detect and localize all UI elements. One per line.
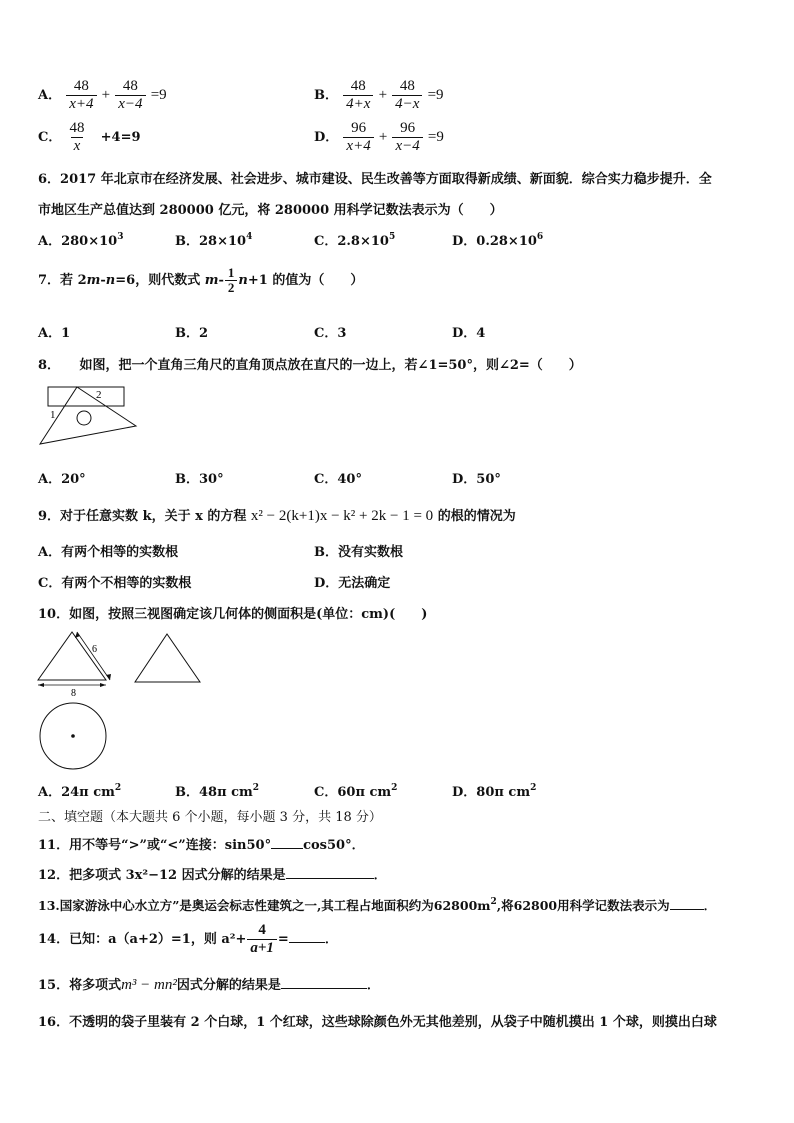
section-heading: 二、填空题（本大题共 6 个小题，每小题 3 分，共 18 分） [38,810,382,825]
fraction: $\frac{48}{4-x}$ [392,78,422,113]
option-label: B． [314,88,338,103]
q5-option-d: D． $\frac{96}{x+4}$ + $\frac{96}{x-4}$ =9 [314,120,444,154]
answer-blank[interactable] [670,897,704,910]
q8-option-b: B．30° [175,472,224,487]
answer-blank[interactable] [289,930,325,943]
q9-option-c: C．有两个不相等的实数根 [38,576,192,591]
fraction: $\frac{48}{x-4}$ [115,78,145,113]
q6-option-a: A．$280\times 10^3$ [38,232,124,249]
fraction: $\frac{48}{4+x}$ [343,78,373,113]
q5-option-c: C． $\frac{48}{x}$ +4=9 [38,120,141,154]
q5-option-a: A． $\frac{48}{x+4}$ + $\frac{48}{x-4}$ =9 [38,78,167,112]
quadratic-equation: x² − 2(k+1)x − k² + 2k − 1 = 0 [250,508,434,524]
side-length-label: 6 [92,644,97,655]
base-length-label: 8 [71,688,76,699]
q16: 16．不透明的袋子里装有 2 个白球，1 个红球，这些球除颜色外无其他差别，从袋子中随机摸出 1 个球，则摸出白球 [38,1015,717,1030]
angle-1-label: 1 [50,409,56,421]
ruler-shape [48,387,124,406]
q8-option-c: C．40° [314,472,362,487]
q10-option-b: B．48π $cm^2$ [175,783,260,800]
side-view-triangle [132,632,204,686]
q6-stem-line2: 市地区生产总值达到 280000 亿元，将 280000 用科学记数法表示为（ ） [38,203,503,218]
top-view-circle [36,700,110,774]
q11: 11．用不等号“>”或“<”连接：sin50° cos50°． [38,838,365,853]
option-label: D． [314,130,339,145]
q7-stem: 7．若 2m-n=6，则代数式 m- $\frac{1}{2}$ n+1 的值为（ ） [38,265,364,295]
q5-option-b: B． $\frac{48}{4+x}$ + $\frac{48}{4-x}$ =9 [314,78,444,112]
q10-option-d: D．80π $cm^2$ [452,783,537,800]
fraction: $\frac{48}{x}$ [69,120,85,154]
q8-option-d: D．50° [452,472,501,487]
q6-option-b: B．$28\times 10^4$ [175,232,253,249]
q8-stem: 8． 如图，把一个直角三角尺的直角顶点放在直尺的一边上，若∠1=50°，则∠2=（ ） [38,358,582,373]
q9-stem: 9．对于任意实数 k，关于 x 的方程 x² − 2(k+1)x − k² + 2k − 1 = 0 的根的情况为 [38,508,516,524]
q6-option-d: D．$0.28\times 10^6$ [452,232,544,249]
polynomial-expression: m³ − mn² [121,977,177,993]
answer-blank[interactable] [271,836,303,849]
q7-option-b: B．2 [175,326,209,341]
fraction: $\frac{96}{x-4}$ [392,120,422,155]
q9-option-a: A．有两个相等的实数根 [38,545,179,560]
q9-option-d: D．无法确定 [314,576,391,591]
fraction: $\frac{4}{a+1}$ [247,922,277,957]
q10-option-c: C．60π $cm^2$ [314,783,398,800]
fraction: $\frac{48}{x+4}$ [66,78,96,113]
option-label: C． [38,130,62,145]
q15: 15．将多项式m³ − mn²因式分解的结果是 ． [38,977,380,993]
answer-blank[interactable] [281,976,367,989]
front-view-triangle [34,628,114,699]
q10-option-a: A．24π $cm^2$ [38,783,122,800]
q8-option-a: A．20° [38,472,86,487]
q13: 13.国家游泳中心水立方”是奥运会标志性建筑之一,其工程占地面积约为$62800m^2$,将62800用科学记数法表示为 ． [38,897,717,913]
angle-2-label: 2 [96,389,102,401]
fraction: $\frac{96}{x+4}$ [343,120,373,155]
q6-stem-line1: 6．2017 年北京市在经济发展、社会进步、城市建设、民生改善等方面取得新成绩、新面貌．综合实力稳步提升．全 [38,172,712,187]
fraction: $\frac{1}{2}$ [225,266,238,295]
q10-stem: 10．如图，按照三视图确定该几何体的侧面积是(单位：cm)( ) [38,607,428,622]
q7-option-a: A．1 [38,326,71,341]
option-label: A． [38,88,62,103]
q12: 12．把多项式 3x²−12 因式分解的结果是 ． [38,868,387,883]
q6-option-c: C．$2.8\times 10^5$ [314,232,396,249]
q14: 14．已知：a（a+2）=1，则 a²+ $\frac{4}{a+1}$ = ． [38,922,338,956]
answer-blank[interactable] [286,866,374,879]
q7-option-d: D．4 [452,326,486,341]
q7-option-c: C．3 [314,326,347,341]
ruler-triangle-figure [36,384,142,448]
triangle-hole [77,411,91,425]
q9-option-b: B．没有实数根 [314,545,403,560]
